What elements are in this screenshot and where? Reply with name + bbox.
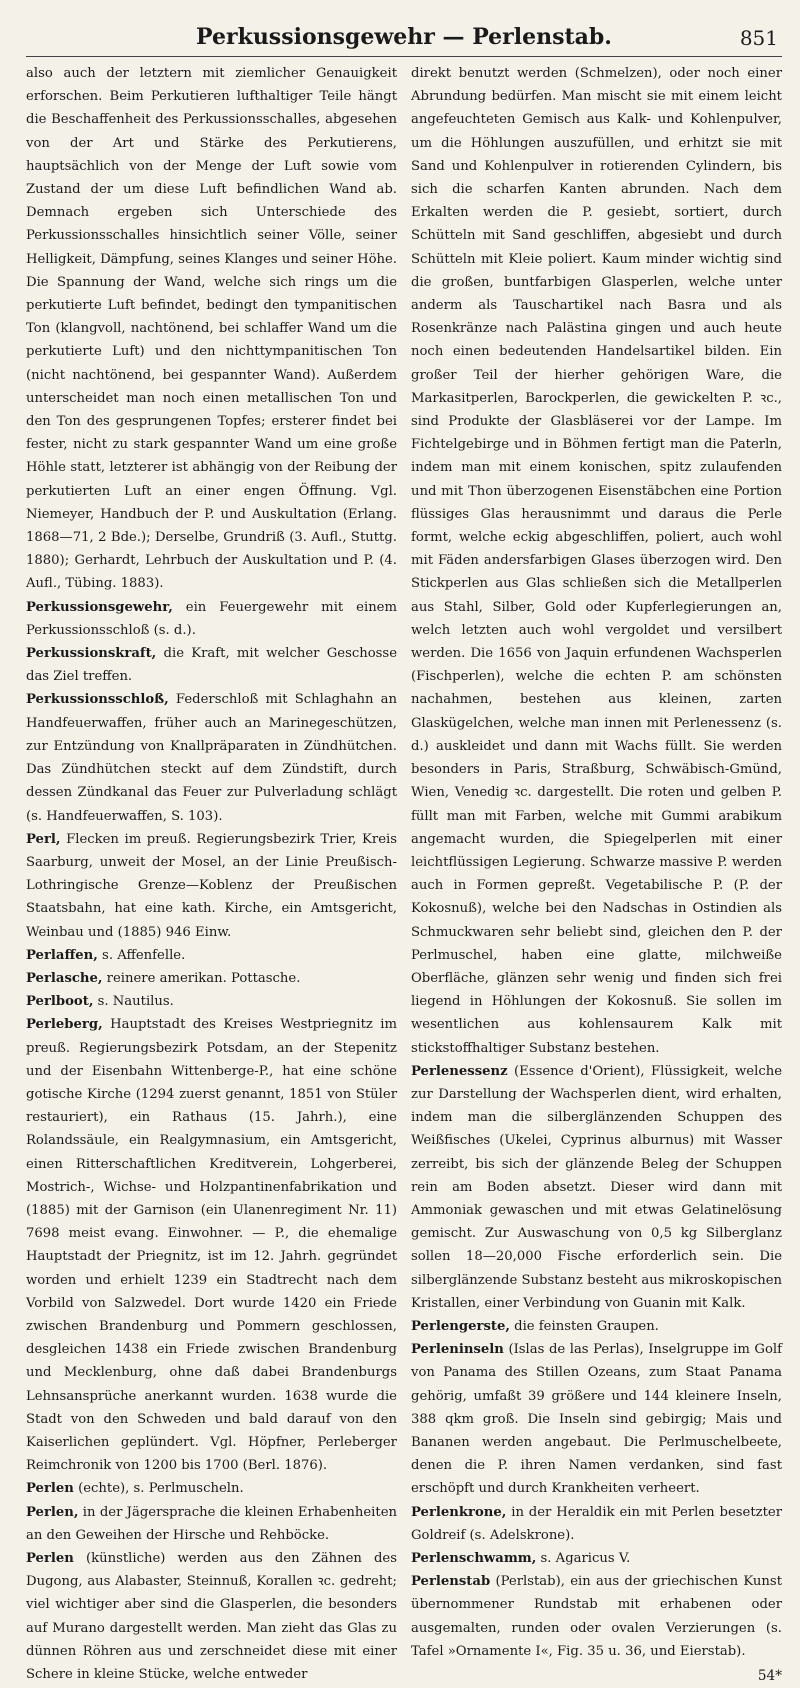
left-column	[26, 62, 397, 1683]
dictionary-entry	[26, 62, 397, 596]
entry-headword: Perlenschwamm,	[411, 1551, 537, 1566]
dictionary-entry	[26, 642, 397, 688]
entry-text: reinere amerikan. Pottasche.	[102, 970, 301, 986]
dictionary-entry	[411, 1338, 782, 1500]
entry-headword: Perleberg,	[26, 1017, 103, 1033]
dictionary-entry	[26, 967, 397, 990]
entry-headword: Perkussionsschloß,	[26, 692, 169, 708]
entry-text: (echte), s. Perlmuscheln.	[73, 1481, 244, 1497]
dictionary-entry	[411, 1060, 782, 1315]
entry-text: die Kraft, mit welcher Geschosse das Ziel treffen.	[26, 646, 397, 685]
entry-text: in der Jägersprache die kleinen Erhabenheiten an den Geweihen der Hirsche und Rehböcke.	[26, 1504, 397, 1543]
dictionary-entry	[26, 990, 397, 1013]
entry-headword: Perlaffen,	[26, 947, 98, 963]
entry-text: also auch der letztern mit ziemlicher Genauigkeit erforschen. Beim Perkutieren lufthaltiger Teile hängt die Beschaffenheit des Perkussionsschalles, abgesehen von der Art und Stärke des Perkutierens, hauptsächlich von der Menge der Luft sowie vom Zustand der um diese Luft befindlichen Wand ab. Demnach ergeben sich Unterschiede des Perkussionsschalles hinsichtlich seiner Völle, seiner Helligkeit, Dämpfung, seines Klanges und seiner Höhe. Die Spannung der Wand, welche sich rings um die perkutierte Luft befindet, bedingt den tympanitischen Ton (klangvoll, nachtönend, bei schlaffer Wand um die perkutierte Luft) und den nichttympanitischen Ton (nicht nachtönend, bei gespannter Wand). Außerdem unterscheidet man noch einen metallischen Ton und den Ton des gesprungenen Topfes; ersterer findet bei fester, nicht zu stark gespannter Wand um eine große Höhle statt, letzterer ist abhängig von der Reibung der perkutierten Luft an einer engen Öffnung. Vgl. Niemeyer, Handbuch der P. und Auskultation (Erlang. 1868—71, 2 Bde.); Derselbe, Grundriß (3. Aufl., Stuttg. 1880); Gerhardt, Lehrbuch der Auskultation und P. (4. Aufl., Tübing. 1883).	[26, 66, 397, 592]
entry-headword: Perleninseln	[411, 1342, 504, 1358]
dictionary-entry	[26, 1477, 397, 1500]
entry-headword: Perlboot,	[26, 994, 94, 1010]
entry-text: direkt benutzt werden (Schmelzen), oder noch einer Abrundung bedürfen. Man mischt sie mit einem leicht angefeuchteten Gemisch aus Kalk- und Kohlenpulver, um die Höhlungen auszufüllen, und erhitzt sie mit Sand und Kohlenpulver in rotierenden Cylindern, bis sich die scharfen Kanten abrunden. Nach dem Erkalten werden die P. gesiebt, sortiert, durch Schütteln mit Sand geschliffen, abgesiebt und durch Schütteln mit Kleie poliert. Kaum minder wichtig sind die großen, buntfarbigen Glasperlen, welche unter anderm als Tauschartikel nach Basra und als Rosenkränze nach Palästina gingen und auch heute noch einen bedeutenden Handelsartikel bilden. Ein großer Teil der hierher gehörigen Ware, die Markasitperlen, Barockperlen, die gewickelten P. ꝛc., sind Produkte der Glasbläserei vor der Lampe. Im Fichtelgebirge und in Böhmen fertigt man die Paterln, indem man mit einem konischen, spitz zulaufenden und mit Thon überzogenen Eisenstäbchen eine Portion flüssiges Glas herausnimmt und daraus die Perle formt, welche eckig abgeschliffen, poliert, auch wohl mit Fäden andersfarbigen Glases überzogen wird. Den Stickperlen aus Glas schließen sich die Metallperlen aus Stahl, Silber, Gold oder Kupferlegierungen an, welch letzten auch wohl vergoldet und versilbert werden. Die 1656 von Jaquin erfundenen Wachsperlen (Fischperlen), welche die echten P. am schönsten nachahmen, bestehen aus kleinen, zarten Glaskügelchen, welche man innen mit Perlenessenz (s. d.) auskleidet und dann mit Wachs füllt. Sie werden besonders in Paris, Straßburg, Schwäbisch-Gmünd, Wien, Venedig ꝛc. dargestellt. Die roten und gelben P. füllt man mit Farben, welche mit Gummi arabikum angemacht wurden, die Spiegelperlen mit einer leichtflüssigen Legierung. Schwarze massive P. werden auch in Formen gepreßt. Vegetabilische P. (P. der Kokosnuß), welche bei den Nadschas in Ostindien als Schmuckwaren sehr beliebt sind, gleichen den P. der Perlmuschel, haben eine glatte, milchweiße Oberfläche, glänzen sehr wenig und finden sich frei liegend in Höhlungen der Kokosnuß. Sie sollen im wesentlichen aus kohlensaurem Kalk mit stickstoffhaltiger Substanz bestehen.	[411, 66, 782, 1056]
dictionary-entry	[411, 62, 782, 1060]
entry-text: (künstliche) werden aus den Zähnen des Dugong, aus Alabaster, Steinnuß, Korallen ꝛc. gedreht; viel wichtiger aber sind die Glasperlen, die besonders auf Murano dargestellt werden. Man zieht das Glas zu dünnen Röhren aus und zerschneidet diese mit einer Schere in kleine Stücke, welche entweder	[26, 1551, 397, 1683]
dictionary-entry	[26, 688, 397, 827]
signature-mark: 54*	[757, 1668, 782, 1685]
entry-headword: Perlen,	[26, 1504, 79, 1520]
entry-text: (Perlstab), ein aus der griechischen Kunst übernommener Rundstab mit erhabenen oder ausgemalten, runden oder ovalen Verzierungen (s. Tafel »Ornamente I«, Fig. 35 u. 36, und Eierstab).	[411, 1574, 782, 1659]
entry-headword: Perlenstab	[411, 1574, 491, 1590]
entry-headword: Perlenessenz	[411, 1063, 508, 1079]
entry-text: ein Feuergewehr mit einem Perkussionsschloß (s. d.).	[26, 599, 397, 638]
entry-text: s. Agaricus V.	[536, 1551, 631, 1566]
entry-text: Hauptstadt des Kreises Westpriegnitz im preuß. Regierungsbezirk Potsdam, an der Stepenitz und der Eisenbahn Wittenberge-P., hat eine schöne gotische Kirche (1294 zuerst genannt, 1851 von Stüler restauriert), ein Rathaus (15. Jahrh.), eine Rolandssäule, ein Realgymnasium, ein Amtsgericht, einen Ritterschaftlichen Kreditverein, Lohgerberei, Mostrich-, Wichse- und Holzpantinenfabrikation und (1885) mit der Garnison (ein Ulanenregiment Nr. 11) 7698 meist evang. Einwohner. — P., die ehemalige Hauptstadt der Priegnitz, ist im 12. Jahrh. gegründet worden und erhielt 1239 ein Stadtrecht nach dem Vorbild von Salzwedel. Dort wurde 1420 ein Friede zwischen Brandenburg und Pommern geschlossen, desgleichen 1438 ein Friede zwischen Brandenburg und Mecklenburg, ohne daß dabei Brandenburgs Lehnsansprüche anerkannt wurden. 1638 wurde die Stadt von den Schweden und bald darauf von den Kaiserlichen geplündert. Vgl. Höpfner, Perleberger Reimchronik von 1200 bis 1700 (Berl. 1876).	[26, 1017, 397, 1474]
entry-headword: Perkussionsgewehr,	[26, 599, 173, 615]
dictionary-entry	[411, 1547, 782, 1570]
entry-text: die feinsten Graupen.	[509, 1318, 659, 1334]
entry-text: Flecken im preuß. Regierungsbezirk Trier, Kreis Saarburg, unweit der Mosel, an der Linie Preußisch-Lothringische Grenze—Koblenz der Preußischen Staatsbahn, hat eine kath. Kirche, ein Amtsgericht, Weinbau und (1885) 946 Einw.	[26, 831, 397, 940]
entry-headword: Perlengerste,	[411, 1318, 510, 1334]
entry-headword: Perkussionskraft,	[26, 646, 157, 662]
dictionary-entry	[26, 596, 397, 642]
entry-text: in der Heraldik ein mit Perlen besetzter Goldreif (s. Adelskrone).	[411, 1504, 782, 1543]
dictionary-entry	[26, 944, 397, 967]
entry-text: (Islas de las Perlas), Inselgruppe im Golf von Panama des Stillen Ozeans, zum Staat Panama gehörig, umfaßt 39 größere und 144 kleinere Inseln, 388 qkm groß. Die Inseln sind gebirgig; Mais und Bananen werden angebaut. Die Perlmuschelbeete, denen die P. ihren Namen verdanken, sind fast erschöpft und durch Krankheiten verheert.	[411, 1342, 782, 1497]
text-columns	[26, 62, 782, 1685]
entry-headword: Perl,	[26, 831, 61, 847]
entry-headword: Perlasche,	[26, 970, 103, 986]
entry-text: s. Nautilus.	[93, 994, 174, 1010]
page-header	[26, 22, 782, 57]
dictionary-entry	[26, 828, 397, 944]
dictionary-entry	[411, 1501, 782, 1547]
page-number: 851	[739, 26, 778, 50]
entry-text: s. Affenfelle.	[97, 947, 186, 963]
dictionary-entry	[411, 1315, 782, 1338]
entry-headword: Perlen	[26, 1551, 74, 1566]
entry-headword: Perlen	[26, 1481, 74, 1497]
entry-headword: Perlenkrone,	[411, 1504, 507, 1520]
entry-text: (Essence d'Orient), Flüssigkeit, welche zur Darstellung der Wachsperlen dient, wird erhalten, indem man die silberglänzenden Schuppen des Weißfisches (Ukelei, Cyprinus alburnus) mit Wasser zerreibt, bis sich der glänzende Beleg der Schuppen rein am Boden absetzt. Dieser wird dann mit Ammoniak gewaschen und mit etwas Gelatinelösung gemischt. Zur Auswaschung von 0,5 kg Silberglanz sollen 18—20,000 Fische erforderlich sein. Die silberglänzende Substanz besteht aus mikroskopischen Kristallen, einer Verbindung von Guanin mit Kalk.	[411, 1063, 782, 1311]
right-column	[411, 62, 782, 1685]
dictionary-entry	[26, 1013, 397, 1477]
dictionary-entry	[26, 1501, 397, 1547]
running-title: Perkussionsgewehr — Perlenstab.	[196, 24, 612, 50]
dictionary-entry	[26, 1547, 397, 1686]
dictionary-entry	[411, 1570, 782, 1663]
entry-text: Federschloß mit Schlaghahn an Handfeuerwaffen, früher auch an Marinegeschützen, zur Entzündung von Knallpräparaten in Zündhütchen. Das Zündhütchen steckt auf dem Zündstift, durch dessen Zündkanal das Feuer zur Pulverladung schlägt (s. Handfeuerwaffen, S. 103).	[26, 692, 397, 824]
